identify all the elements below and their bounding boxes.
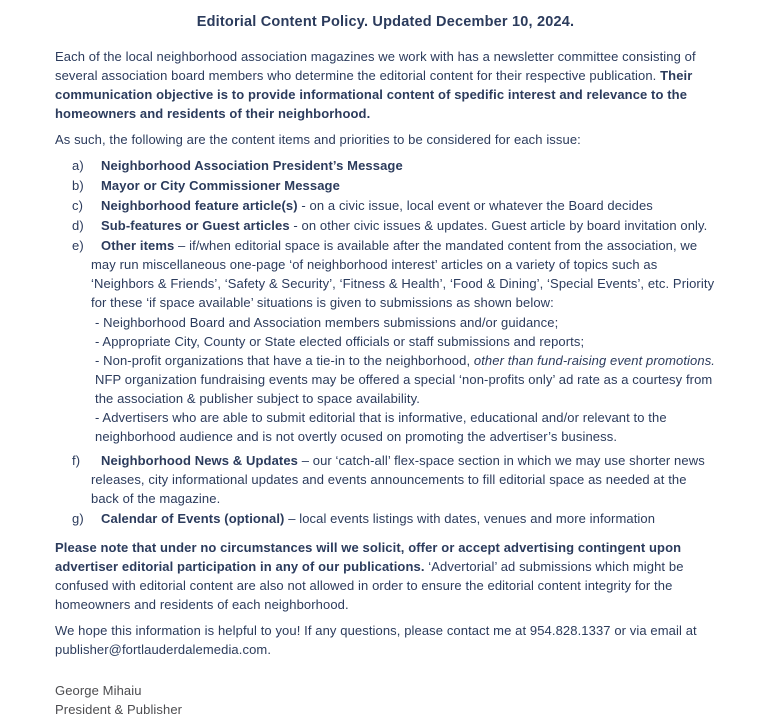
- signature-name: George Mihaiu: [55, 683, 142, 698]
- editorial-policy-document: [55, 13, 716, 719]
- list-item-text: Sub-features or Guest articles - on other civic issues & updates. Guest article by board invitation only.: [101, 218, 708, 233]
- list-item-c: [55, 196, 716, 215]
- list-letter: e): [72, 238, 84, 253]
- list-item-b: [55, 176, 716, 195]
- list-item-text: Calendar of Events (optional) – local events listings with dates, venues and more information: [101, 511, 656, 526]
- content-items-list: [55, 156, 716, 528]
- list-item-g: [55, 509, 716, 528]
- advertising-note-paragraph: Please note that under no circumstances will we solicit, offer or accept advertising contingent upon advertiser editorial participation in any of our publications. ‘Advertorial’ ad submissions which might be confused with editorial content are also not allowed in order to ensure the editorial content integrity for the homeowners and residents of each neighborhood.: [55, 540, 684, 612]
- list-item-f: [55, 451, 716, 508]
- list-item-text: Neighborhood feature article(s) - on a civic issue, local event or whatever the Board decides: [101, 198, 653, 213]
- closing-paragraph: We hope this information is helpful to you! If any questions, please contact me at 954.828.1337 or via email at publisher@fortlauderdalemedia.com.: [55, 623, 697, 657]
- priority-sublist: [95, 313, 716, 446]
- list-intro-paragraph: As such, the following are the content items and priorities to be considered for each issue:: [55, 132, 581, 147]
- list-letter: a): [72, 158, 84, 173]
- sublist-item-board-submissions: - Neighborhood Board and Association members submissions and/or guidance;: [95, 315, 559, 330]
- list-item-text: Mayor or City Commissioner Message: [101, 178, 340, 193]
- list-item-text: Other items – if/when editorial space is available after the mandated content from the association, we may run miscellaneous one-page ‘of neighborhood interest’ articles on a variety of topics such as ‘Neighbors & Friends’, ‘Safety & Security’, ‘Fitness & Health’, ‘Food & Dining’, ‘Special Events’, etc. Priority for these ‘if space available’ situations is given to submissions as shown below:: [91, 238, 715, 310]
- list-letter: f): [72, 453, 81, 468]
- list-letter: c): [72, 198, 84, 213]
- document-title: Editorial Content Policy. Updated December 10, 2024.: [196, 14, 575, 30]
- intro-paragraph: Each of the local neighborhood association magazines we work with has a newsletter committee consisting of several association board members who determine the editorial content for their respective publication. Their communication objective is to provide informational content of spedific interest and relevance to the homeowners and residents of their neighborhood.: [55, 49, 696, 121]
- list-item-d: [55, 216, 716, 235]
- sublist-item-advertisers: - Advertisers who are able to submit editorial that is informative, educational and/or relevant to the neighborhood audience and is not overtly ocused on promoting the advertiser’s business.: [95, 410, 667, 444]
- signature-block: [55, 681, 716, 719]
- list-letter: d): [72, 218, 84, 233]
- list-item-text: Neighborhood News & Updates – our ‘catch-all’ flex-space section in which we may use shorter news releases, city informational updates and events announcements to fill editorial space as needed at the back of the magazine.: [91, 453, 705, 506]
- list-item-e: [55, 236, 716, 446]
- sublist-item-nonprofits: - Non-profit organizations that have a tie-in to the neighborhood, other than fund-raising event promotions. NFP organization fundraising events may be offered a special ‘non-profits only’ ad rate as a courtesy from the association & publisher subject to space availability.: [95, 353, 716, 406]
- list-letter: g): [72, 511, 84, 526]
- list-letter: b): [72, 178, 84, 193]
- signature-role: President & Publisher: [55, 702, 183, 717]
- list-item-a: [55, 156, 716, 175]
- sublist-item-elected-officials: - Appropriate City, County or State elected officials or staff submissions and reports;: [95, 334, 585, 349]
- list-item-text: Neighborhood Association President’s Message: [101, 158, 403, 173]
